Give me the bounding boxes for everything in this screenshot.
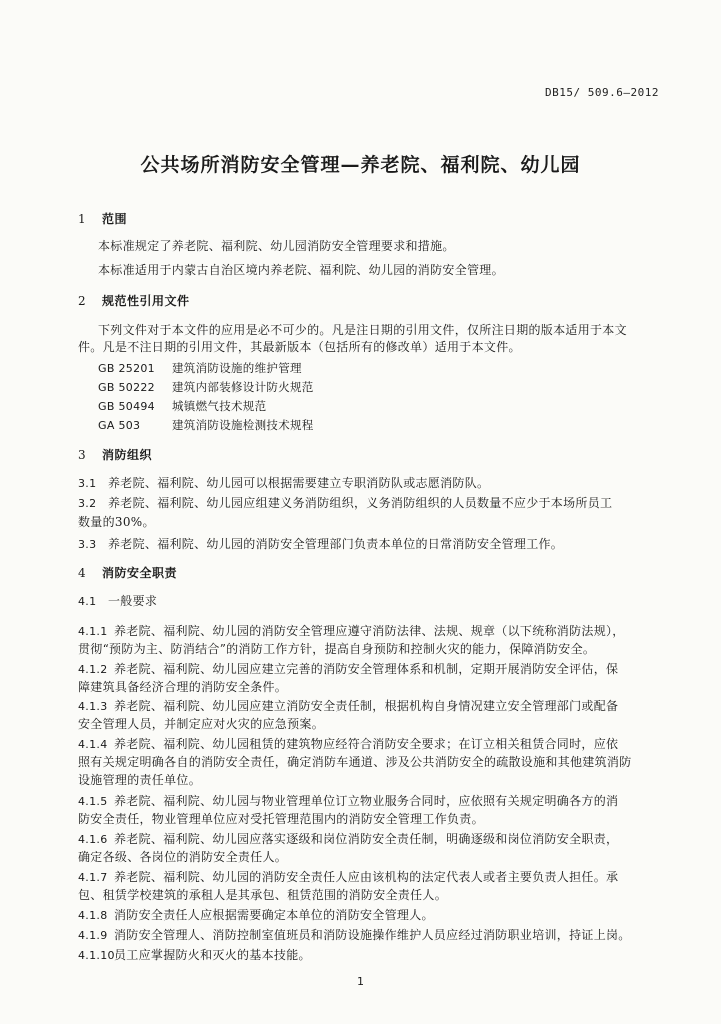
clause-4-1-3	[78, 697, 618, 714]
clause-3-3	[78, 535, 563, 552]
clause-number: 4.1.5	[78, 795, 108, 808]
clause-continuation: 设施管理的责任单位。	[78, 773, 202, 787]
reference-title: 建筑消防设施的维护管理	[172, 361, 302, 375]
clause-number: 4.1.6	[78, 833, 108, 846]
reference-title: 城镇燃气技术规范	[172, 399, 267, 413]
clause-continuation: 防安全责任，物业管理单位应对受托管理范围内的消防安全管理工作负责。	[78, 812, 484, 826]
clause-text: 消防安全管理人、消防控制室值班员和消防设施操作维护人员应经过消防职业培训，持证上岗。	[114, 928, 631, 942]
clause-4-1-2	[78, 660, 618, 677]
reference-item	[98, 379, 314, 395]
clause-text: 养老院、福利院、幼儿园的消防安全管理应遵守消防法律、法规、规章（以下统称消防法规），	[114, 624, 625, 638]
section-2-heading	[78, 292, 190, 309]
reference-title: 建筑消防设施检测技术规程	[172, 418, 314, 432]
reference-item	[98, 398, 266, 414]
section-number: 2	[78, 294, 87, 308]
clause-number: 4.1.8	[78, 909, 108, 922]
reference-item	[98, 417, 314, 433]
clause-text: 消防安全责任人应根据需要确定本单位的消防安全管理人。	[114, 908, 434, 922]
clause-4-1	[78, 592, 157, 609]
section-3-heading	[78, 446, 152, 463]
reference-title: 建筑内部装修设计防火规范	[172, 380, 314, 394]
section-1-heading	[78, 210, 127, 227]
clause-continuation: 包、租赁学校建筑的承租人是其承包、租赁范围的消防安全责任人。	[78, 888, 448, 902]
clause-number: 4.1.9	[78, 929, 108, 942]
clause-4-1-1	[78, 622, 625, 639]
clause-continuation: 数量的30%。	[78, 515, 155, 529]
document-code: DB15/ 509.6—2012	[545, 86, 659, 99]
clause-text: 养老院、福利院、幼儿园的消防安全管理部门负责本单位的日常消防安全管理工作。	[108, 537, 564, 551]
clause-4-1-9	[78, 926, 631, 943]
clause-text: 养老院、福利院、幼儿园应建立完善的消防安全管理体系和机制，定期开展消防安全评估，保	[114, 662, 619, 676]
clause-number: 4.1.3	[78, 700, 108, 713]
clause-4-1-8	[78, 906, 434, 923]
clause-continuation: 照有关规定明确各自的消防安全责任，确定消防车通道、涉及公共消防安全的疏散设施和其他建筑消防	[78, 755, 632, 769]
clause-text: 员工应掌握防火和灭火的基本技能。	[114, 948, 311, 962]
clause-continuation: 贯彻“预防为主、防消结合”的消防工作方针，提高自身预防和控制火灾的能力，保障消防安全。	[78, 642, 596, 656]
clause-number: 3.1	[78, 477, 97, 490]
clause-number: 4.1.10	[78, 949, 115, 962]
section-title: 规范性引用文件	[102, 294, 190, 308]
clause-number: 4.1.1	[78, 625, 108, 638]
page-number: 1	[357, 975, 364, 988]
section-title: 范围	[102, 212, 128, 226]
section-title: 消防安全职责	[102, 566, 178, 580]
clause-text: 养老院、福利院、幼儿园租赁的建筑物应经符合消防安全要求；在订立相关租赁合同时，应依	[114, 737, 619, 751]
clause-text: 养老院、福利院、幼儿园应组建义务消防组织，义务消防组织的人员数量不应少于本场所员工	[108, 496, 613, 510]
clause-4-1-7	[78, 868, 618, 885]
clause-number: 4.1.7	[78, 871, 108, 884]
clause-continuation: 障建筑具备经济合理的消防安全条件。	[78, 680, 288, 694]
document-title: 公共场所消防安全管理—养老院、福利院、幼儿园	[140, 154, 581, 176]
clause-4-1-4	[78, 735, 618, 752]
clause-number: 4.1	[78, 595, 97, 608]
clause-3-2	[78, 494, 612, 511]
paragraph-continuation: 件。凡是不注日期的引用文件，其最新版本（包括所有的修改单）适用于本文件。	[78, 340, 521, 354]
clause-number: 3.2	[78, 497, 97, 510]
paragraph: 本标准规定了养老院、福利院、幼儿园消防安全管理要求和措施。	[98, 239, 455, 253]
reference-code: GB 25201	[98, 362, 155, 375]
clause-text: 一般要求	[108, 594, 158, 608]
section-number: 3	[78, 448, 87, 462]
clause-number: 4.1.2	[78, 663, 108, 676]
clause-text: 养老院、福利院、幼儿园应建立消防安全责任制，根据机构自身情况建立安全管理部门或配备	[114, 699, 619, 713]
clause-text: 养老院、福利院、幼儿园可以根据需要建立专职消防队或志愿消防队。	[108, 476, 490, 490]
section-number: 4	[78, 566, 87, 580]
paragraph: 下列文件对于本文件的应用是必不可少的。凡是注日期的引用文件，仅所注日期的版本适用于本文	[98, 323, 627, 337]
paragraph: 本标准适用于内蒙古自治区境内养老院、福利院、幼儿园的消防安全管理。	[98, 263, 504, 277]
section-title: 消防组织	[102, 448, 153, 462]
reference-code: GB 50494	[98, 400, 155, 413]
clause-text: 养老院、福利院、幼儿园的消防安全责任人应由该机构的法定代表人或者主要负责人担任。承	[114, 870, 619, 884]
clause-number: 4.1.4	[78, 738, 108, 751]
clause-text: 养老院、福利院、幼儿园应落实逐级和岗位消防安全责任制，明确逐级和岗位消防安全职责，	[114, 832, 619, 846]
clause-continuation: 安全管理人员，并制定应对火灾的应急预案。	[78, 717, 325, 731]
section-4-heading	[78, 564, 177, 581]
clause-3-1	[78, 474, 489, 491]
section-number: 1	[78, 212, 87, 226]
clause-continuation: 确定各级、各岗位的消防安全责任人。	[78, 850, 288, 864]
reference-code: GA 503	[98, 419, 141, 432]
reference-code: GB 50222	[98, 381, 155, 394]
clause-number: 3.3	[78, 538, 97, 551]
clause-4-1-6	[78, 830, 618, 847]
clause-4-1-5	[78, 792, 618, 809]
clause-4-1-10	[78, 946, 311, 963]
clause-text: 养老院、福利院、幼儿园与物业管理单位订立物业服务合同时，应依照有关规定明确各方的消	[114, 794, 619, 808]
reference-item	[98, 360, 302, 376]
